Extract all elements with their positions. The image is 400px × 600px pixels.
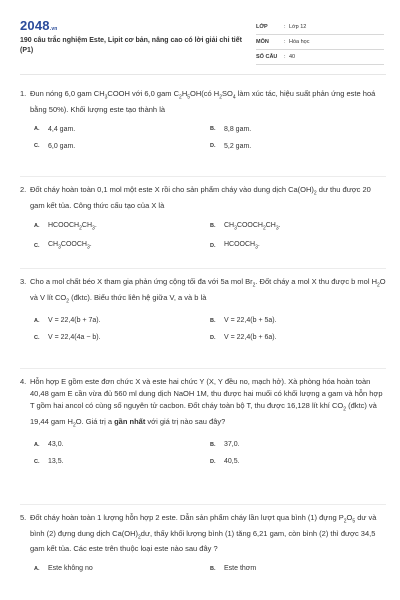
document-header <box>8 8 392 68</box>
meta-key: MÔN <box>256 39 269 45</box>
question-5 <box>20 512 386 572</box>
meta-key: LỚP <box>256 24 268 30</box>
answer-option[interactable] <box>34 458 210 465</box>
question-body: Đốt cháy hoàn toàn 0,1 mol một este X rồi cho sản phẩm cháy vào dung dịch $Ca(OH)_2$ dư thu được 20 gam kết tủa. Công thức cấu tạo của X là <box>30 185 371 210</box>
option-letter: D. <box>210 334 216 341</box>
question-text <box>20 512 386 555</box>
option-text: Este không no <box>48 565 93 572</box>
option-letter: A. <box>34 317 40 324</box>
question-text <box>20 376 386 431</box>
question-number: 3. <box>20 277 27 286</box>
answer-option[interactable] <box>210 441 386 448</box>
option-text: $HCOOCH_3$. <box>224 240 260 251</box>
meta-row-class: LỚP : Lớp 12 <box>256 20 384 35</box>
question-number: 4. <box>20 377 27 386</box>
option-letter: B. <box>210 441 216 448</box>
meta-row-count: SỐ CÂU : 40 <box>256 50 384 65</box>
answer-option[interactable] <box>34 241 210 250</box>
option-letter: A. <box>34 126 40 132</box>
question-body: Đun nóng 6,0 gam $CH_3COOH$ với 6,0 gam $C_2H_5OH(có$ $H_2SO_4$ làm xúc tác, hiệu suất phản ứng este hoá bằng 50%). Khối lượng este tạo thành là <box>30 89 376 114</box>
meta-value: Lớp 12 <box>289 24 307 30</box>
option-letter: C. <box>34 242 40 249</box>
answer-option[interactable] <box>210 241 386 250</box>
option-letter: B. <box>210 223 216 230</box>
meta-row-subject: MÔN : Hóa học <box>256 35 384 50</box>
option-letter: B. <box>210 126 216 132</box>
answer-option[interactable] <box>210 334 386 341</box>
option-text: 43,0. <box>48 441 64 448</box>
option-text: $HCOOCH_2CH_3$. <box>48 221 97 231</box>
answer-option[interactable] <box>34 441 210 448</box>
answer-option[interactable] <box>34 317 210 324</box>
option-letter: A. <box>34 441 40 448</box>
answer-option[interactable] <box>34 222 210 231</box>
meta-value: 40 <box>289 54 296 60</box>
answer-option[interactable] <box>34 143 210 150</box>
answer-option[interactable] <box>210 458 386 465</box>
option-letter: B. <box>210 565 216 572</box>
answer-option[interactable] <box>210 565 386 572</box>
question-divider <box>20 368 386 369</box>
answer-option[interactable] <box>210 126 386 133</box>
option-text: $CH_3COOCH_3$. <box>48 240 92 251</box>
question-body: Cho a mol chất béo X tham gia phản ứng cộng tối đa với 5a mol $Br_2$. Đốt cháy a mol X thu được b mol $H_2O$ và V lít $CO_2$ (đktc). Biểu thức liên hệ giữa V, a và b là <box>30 277 386 304</box>
answer-options <box>20 222 386 251</box>
option-text: Este thơm <box>224 565 257 572</box>
option-text: 6,0 gam. <box>48 142 76 150</box>
option-letter: D. <box>210 143 216 149</box>
logo-suffix: .vn <box>49 26 58 32</box>
logo-text: 2048 <box>20 18 50 33</box>
option-letter: C. <box>34 334 40 341</box>
option-text: V = 22,4(b + 5a). <box>224 317 277 324</box>
answer-option[interactable] <box>34 334 210 341</box>
answer-option[interactable] <box>210 317 386 324</box>
option-text: V = 22,4(b + 7a). <box>48 317 101 324</box>
question-text <box>20 276 386 307</box>
option-letter: B. <box>210 317 216 324</box>
option-text: 37,0. <box>224 441 240 448</box>
meta-key: SỐ CÂU <box>256 54 278 60</box>
option-text: 13,5. <box>48 458 64 465</box>
question-2 <box>20 184 386 250</box>
option-letter: C. <box>34 143 40 149</box>
question-text <box>20 88 386 116</box>
answer-option[interactable] <box>34 126 210 133</box>
document-page <box>8 8 392 600</box>
answer-option[interactable] <box>210 222 386 231</box>
meta-table <box>256 20 384 65</box>
question-divider <box>20 268 386 269</box>
answer-options <box>20 565 386 572</box>
meta-value: Hóa học <box>289 39 310 45</box>
option-letter: D. <box>210 242 216 249</box>
site-logo[interactable] <box>20 18 58 33</box>
question-body: Hỗn hợp E gồm este đơn chức X và este hai chức Y (X, Y đều no, mạch hở). Xà phòng hóa hoàn toàn 40,48 gam E cần vừa đủ 560 ml dung dịch NaOH 1M, thu được hai muối có khối lượng a gam và hỗn hợp T gồm hai ancol có cùng số nguyên tử cacbon. Đốt cháy toàn bộ T, thu được 16,128 lít khí $CO_2$ (đktc) và 19,44 gam $H_2O$. Giá trị a gần nhất với giá trị nào sau đây? <box>30 377 383 428</box>
option-text: 4,4 gam. <box>48 125 76 133</box>
option-letter: C. <box>34 458 40 465</box>
header-divider <box>20 74 386 75</box>
question-number: 1. <box>20 89 27 98</box>
question-divider <box>20 176 386 177</box>
question-4 <box>20 376 386 465</box>
option-text: 40,5. <box>224 458 240 465</box>
option-text: $CH_3COOCH_2CH_3$. <box>224 221 281 231</box>
answer-options <box>20 441 386 465</box>
question-text <box>20 184 386 212</box>
option-text: 5,2 gam. <box>224 142 252 150</box>
answer-options <box>20 317 386 341</box>
option-letter: A. <box>34 565 40 572</box>
question-number: 2. <box>20 185 27 194</box>
answer-options <box>20 126 386 150</box>
question-number: 5. <box>20 513 27 522</box>
question-1 <box>20 88 386 150</box>
option-letter: D. <box>210 458 216 465</box>
option-text: V = 22,4(b + 6a). <box>224 334 277 341</box>
question-body: Đốt cháy hoàn toàn 1 lượng hỗn hợp 2 este. Dẫn sản phẩm cháy lần lượt qua bình (1) đựng $P_2O_5$ dư và bình (2) đựng dung dịch $Ca(OH)_2dư$, thấy khối lượng bình (1) tăng 6,21 gam, còn bình (2) thì được 34,5 gam kết tủa. Các este trên thuộc loại este nào sau đây ? <box>30 513 377 553</box>
option-text: 8,8 gam. <box>224 125 252 133</box>
answer-option[interactable] <box>34 565 210 572</box>
document-title: 190 câu trắc nghiệm Este, Lipit cơ bản, nâng cao có lời giải chi tiết (P1) <box>20 37 242 54</box>
option-letter: A. <box>34 223 40 230</box>
answer-option[interactable] <box>210 143 386 150</box>
question-3 <box>20 276 386 341</box>
option-text: V = 22,4(4a − b). <box>48 334 101 341</box>
question-divider <box>20 504 386 505</box>
